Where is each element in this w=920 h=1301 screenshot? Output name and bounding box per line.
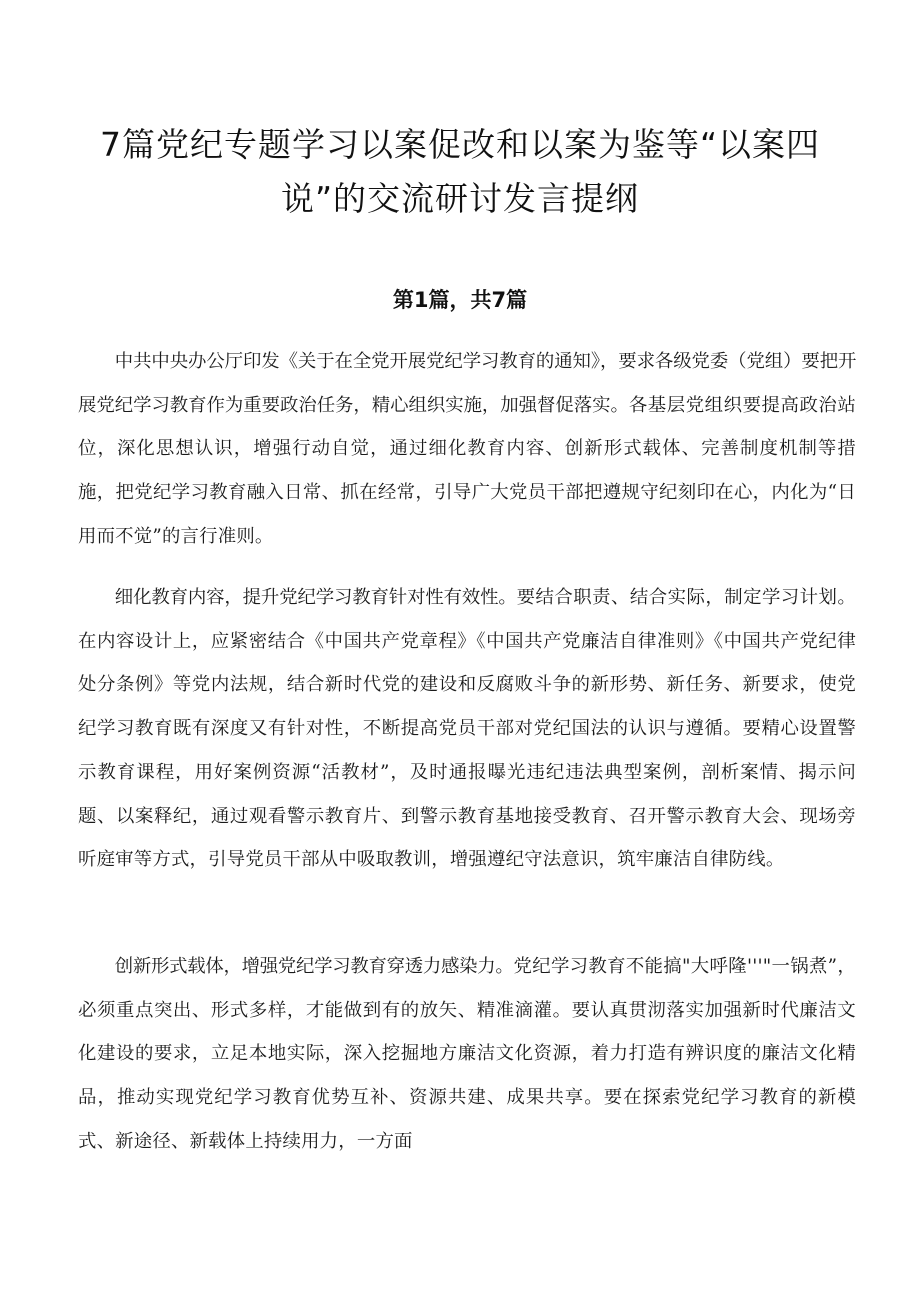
paragraph-2	[78, 576, 856, 882]
paragraph-3-body: 党纪学习教育不能搞"大呼隆'''"一锅煮”，必须重点突出、形式多样，才能做到有的放矢、精准滴灌。要认真贯沏落实加强新时代廉洁文化建设的要求，立足本地实际，深入挖掘地方廉洁文化资源，着力打造有辨识度的廉洁文化精品，推动实现党纪学习教育优势互补、资源共建、成果共享。要在探索党纪学习教育的新模式、新途径、新载体上持续用力，一方面	[78, 956, 857, 1152]
paragraph-2-lead: 细化教育内容，提升党纪学习教育针对性有效性。	[114, 587, 517, 608]
paragraph-1	[78, 340, 856, 559]
paragraph-3	[78, 945, 856, 1164]
paragraph-2-body: 要结合职责、结合实际，制定学习计划。在内容设计上，应紧密结合《中国共产党章程》《中国共产党廉洁自律准则》《中国共产党纪律处分条例》等党内法规，结合新时代党的建设和反腐败斗争的新形势、新任务、新要求，使党纪学习教育既有深度又有针对性，不断提高党员干部对党纪国法的认识与遵循。要精心设置警示教育课程，用好案例资源“活教材”，及时通报曝光违纪违法典型案例，剖析案情、揭示问题、以案释纪，通过观看警示教育片、到警示教育基地接受教育、召开警示教育大会、现场旁听庭审等方式，引导党员干部从中吸取教训，增强遵纪守法意识，筑牢廉洁自律防线。	[78, 587, 856, 871]
paragraph-3-lead: 创新形式载体，增强党纪学习教育穿透力感染力。	[114, 956, 514, 977]
part-heading: 第1篇，共7篇	[392, 288, 528, 312]
paragraph-1-body: 各基层党组织要提高政治站位，深化思想认识，增强行动自觉，通过细化教育内容、创新形式载体、完善制度机制等措施，把党纪学习教育融入日常、抓在经常，引导广大党员干部把遵规守纪刻印在心，内化为“日用而不觉”的言行准则。	[78, 394, 856, 547]
paragraph-1-lead: 中共中央办公厅印发《关于在全党开展党纪学习教育的通知》，要求各级党委（党组）要把开展党纪学习教育作为重要政治任务，精心组织实施，加强督促落实。	[78, 351, 856, 416]
document-title: 7篇党纪专题学习以案促改和以案为鉴等“以案四说”的交流研讨发言提纲	[99, 125, 821, 218]
